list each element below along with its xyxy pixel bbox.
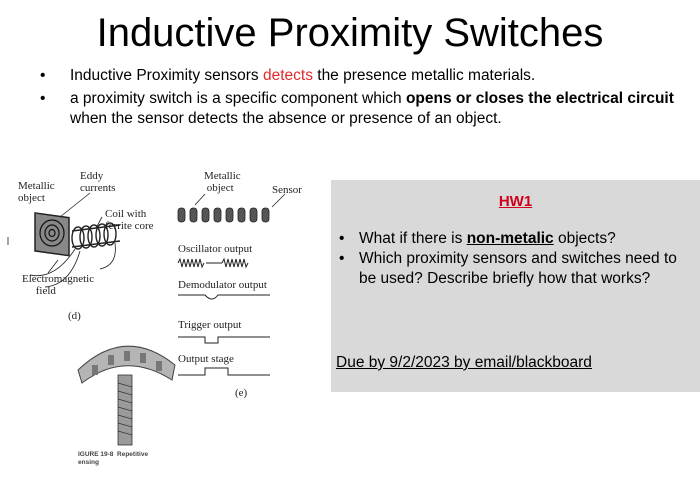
bullet-item: • a proximity switch is a specific component which opens or closes the electrical circuit when the sensor detects the absence or presence of an object. [40,89,680,129]
sensor-diagram [0,165,330,489]
slide-title: Inductive Proximity Switches [96,11,604,55]
metal-objects-row [178,208,269,222]
label-output-stage: Output stage [178,353,234,365]
label-oscillator-output: Oscillator output [178,243,253,255]
highlight-word: detects [262,67,313,84]
label-demodulator-output: Demodulator output [178,279,267,291]
hw-question: • What if there is non-metalic objects? [339,229,694,249]
screw-sensor [118,375,132,445]
label-d: (d) [68,310,81,322]
hw-question-list [339,229,694,289]
label-sensor: Sensor [272,184,302,196]
bullet-item: • Inductive Proximity sensors detects the presence metallic materials. [40,66,680,86]
demodulator-wave [178,295,270,299]
label-metallic-object-left: Metallic object [18,180,55,204]
figure-caption: IGURE 19-8 Repetitive ensing [78,451,149,466]
label-trigger-output: Trigger output [178,319,242,331]
due-date: Due by 9/2/2023 by email/blackboard [336,354,592,371]
label-metallic-object-top: Metallic object [204,170,241,194]
sensor-figure [0,165,330,489]
label-em-field: Electromagnetic field [22,273,95,297]
hw-question: • Which proximity sensors and switches need to be used? Describe briefly how that works? [339,249,694,289]
label-coil: Coil with ferrite core [105,208,154,232]
label-eddy-currents: Eddy currents [80,170,116,194]
oscillator-wave [178,259,248,267]
label-e: (e) [235,387,248,399]
output-wave [178,368,270,375]
hw-title: HW1 [498,193,533,210]
homework-box [331,180,700,392]
trigger-wave [178,337,270,343]
bullet-list [40,66,680,132]
